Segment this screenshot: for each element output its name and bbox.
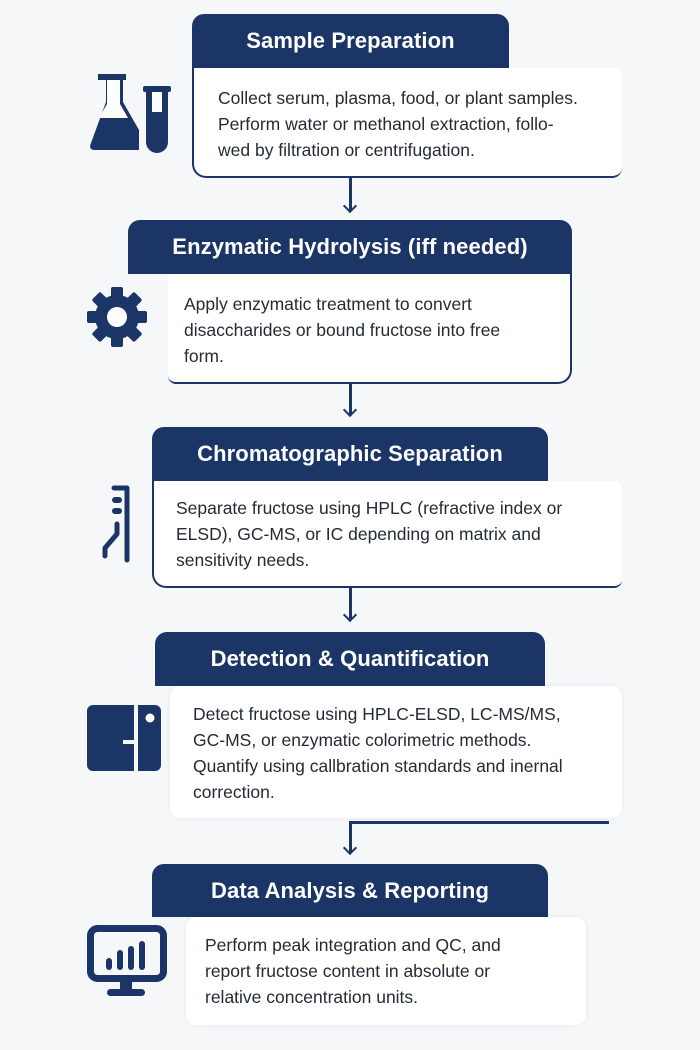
step-header (128, 220, 572, 274)
description-line: Perform water or methanol extraction, follo- (218, 114, 554, 134)
step-header (152, 864, 548, 917)
description-line: Collect serum, plasma, food, or plant samples. (218, 88, 578, 108)
monitor-bar-chart-icon (87, 925, 167, 999)
step-title: Data Analysis & Reporting (211, 877, 489, 903)
step-header (192, 14, 509, 68)
description-line: Quantify using callbration standards and inernal (193, 756, 563, 776)
description-line: disaccharides or bound fructose into free (184, 320, 501, 340)
description-line: Apply enzymatic treatment to convert (184, 294, 472, 314)
description-line: sensitivity needs. (176, 550, 310, 570)
step-description-card (192, 68, 622, 178)
step-header (152, 427, 548, 481)
step-title: Chromatographic Separation (197, 441, 503, 466)
lab-flask-test-tube-icon (88, 72, 172, 154)
detector-instrument-icon (87, 705, 161, 771)
description-line: Separate fructose using HPLC (refractive index or (176, 498, 563, 518)
chromatography-column-icon (100, 484, 134, 564)
arrow-down-icon (343, 403, 357, 417)
arrow-down-icon (343, 841, 357, 855)
arrow-down-icon (343, 199, 357, 213)
step-title: Detection & Quantification (210, 646, 490, 671)
description-line: GC-MS, or enzymatic colorimetric methods. (193, 730, 532, 750)
step-description-card (170, 686, 622, 818)
step-description-card (152, 481, 622, 588)
step-title: Enzymatic Hydrolysis (iff needed) (172, 234, 528, 259)
description-line: form. (184, 346, 224, 366)
description-line: report fructose content in absolute or (205, 961, 491, 981)
description-line: correction. (193, 782, 275, 802)
arrow-down-icon (343, 608, 357, 622)
connector-line (349, 821, 609, 824)
gear-icon (86, 286, 148, 348)
description-line: wed by filtration or centrifugation. (218, 140, 475, 160)
step-description-card (186, 917, 586, 1025)
step-description-card (168, 274, 572, 384)
step-header (155, 632, 545, 686)
description-line: ELSD), GC-MS, or IC depending on matrix and (176, 524, 541, 544)
step-title: Sample Preparation (246, 28, 455, 53)
description-line: Perform peak integration and QC, and (205, 935, 501, 955)
description-line: Detect fructose using HPLC-ELSD, LC-MS/MS, (193, 704, 561, 724)
description-line: relative concentration units. (205, 987, 419, 1007)
